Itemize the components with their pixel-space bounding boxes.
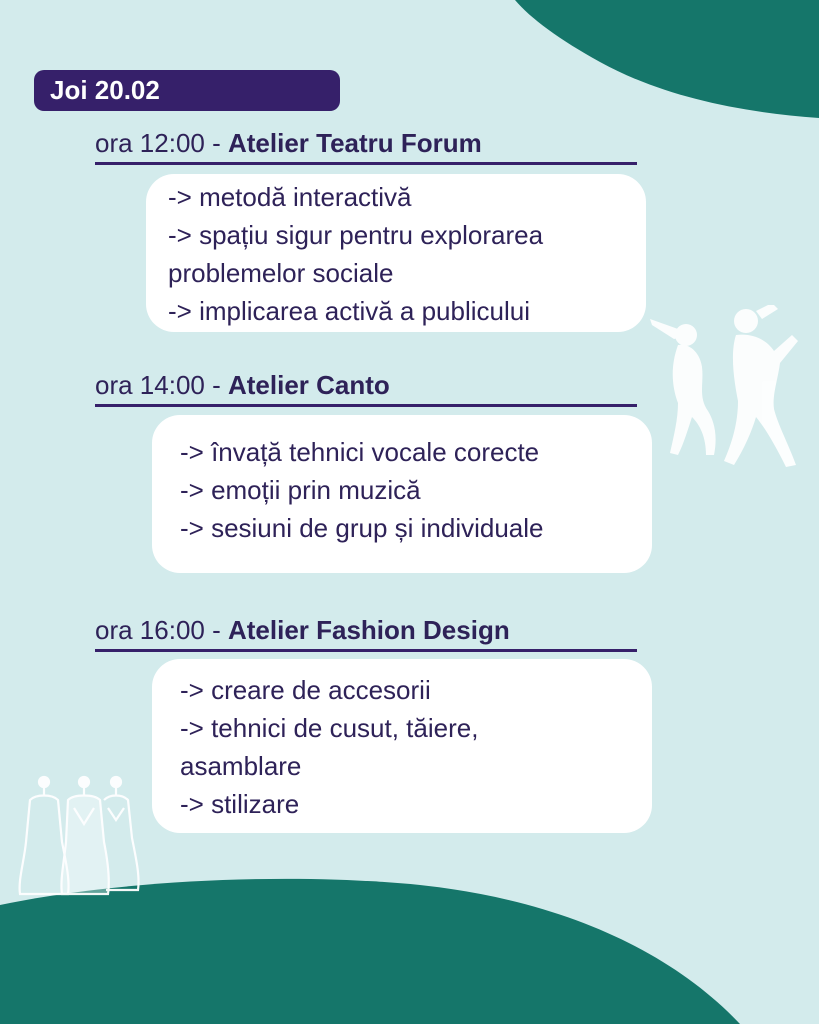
card-line: -> tehnici de cusut, tăiere, [180,713,479,743]
session-title: Atelier Teatru Forum [227,128,482,158]
card-line: -> sesiuni de grup și individuale [180,513,544,543]
session-separator: - [204,615,228,645]
card-line: asamblare [180,751,302,781]
session-time: ora 16:00 [95,615,205,645]
session-card-3 [152,659,652,833]
session-heading-1 [95,128,637,165]
card-line: -> creare de accesorii [180,675,431,705]
session-card-2 [152,415,652,573]
session-separator: - [204,128,228,158]
dress-mannequins-icon [10,772,150,902]
session-separator: - [204,370,228,400]
card-line: -> emoții prin muzică [180,475,421,505]
card-line: -> stilizare [180,789,300,819]
date-badge: Joi 20.02 [34,70,340,111]
session-heading-2 [95,370,637,407]
session-time: ora 12:00 [95,128,205,158]
session-card-1 [146,174,646,332]
card-line: -> implicarea activă a publicului [168,296,531,326]
card-line: problemelor sociale [168,258,394,288]
session-title: Atelier Fashion Design [227,615,510,645]
session-time: ora 14:00 [95,370,205,400]
card-line: -> metodă interactivă [168,182,412,212]
session-title: Atelier Canto [227,370,390,400]
singers-silhouette-icon [648,305,808,475]
card-line: -> spațiu sigur pentru explorarea [168,220,544,250]
card-line: -> învață tehnici vocale corecte [180,437,540,467]
session-heading-3 [95,615,637,652]
